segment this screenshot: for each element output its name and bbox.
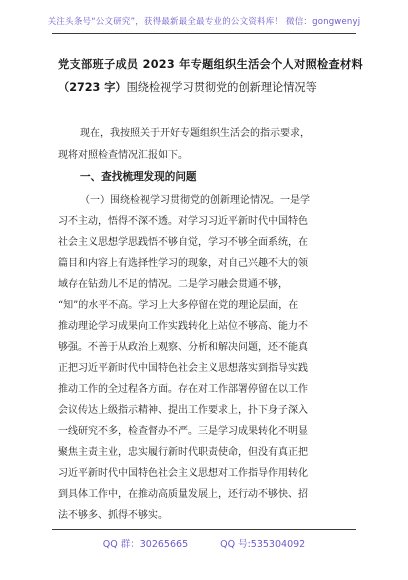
body-line: 正把习近平新时代中国特色社会主义思想落实到指导实践 — [58, 363, 308, 374]
body-line: 法不够多、抓得不够实。 — [58, 510, 168, 521]
header-divider — [52, 33, 356, 34]
page-header — [0, 0, 408, 46]
body-line: “知”的水平不高。学习上大多停留在党的理论层面，在 — [58, 300, 299, 311]
body-line: 篇目和内容上有选择性学习的现象，对自己兴趣不大的领 — [58, 258, 308, 269]
body-line: 够强。不善于从政治上观察、分析和解决问题，还不能真 — [58, 342, 308, 353]
body-line: 社会主义思想学思践悟不够自觉，学习不够全面系统，在 — [58, 237, 308, 248]
body-line: （一）围绕检视学习贯彻党的创新理论情况。一是学 — [80, 195, 310, 206]
body-line: 会议传达上级指示精神、提出工作要求上，扑下身子深入 — [58, 405, 308, 416]
body-line: 推动工作的全过程各方面。存在对工作部署停留在以工作 — [58, 384, 308, 395]
body-line: 习近平新时代中国特色社会主义思想对工作指导作用转化 — [58, 468, 308, 479]
header-banner: 关注头条号“公文研究”，获得最新最全最专业的公文资料库！ 微信：gongwenyj — [47, 17, 361, 27]
body-line: 推动理论学习成果向工作实践转化上站位不够高、能力不 — [58, 321, 308, 332]
document-title: 党支部班子成员 2023 年专题组织生活会个人对照检查材料 — [58, 58, 363, 71]
intro-line: 现将对照检查情况汇报如下。 — [58, 150, 188, 161]
footer-divider — [52, 529, 356, 530]
body-line: 聚焦主责主业，忠实履行新时代职责使命，但没有真正把 — [58, 447, 308, 458]
body-line: 到具体工作中，在推动高质量发展上，还行动不够快、招 — [58, 489, 308, 500]
page-footer — [0, 536, 408, 550]
footer-qq-number: QQ 号:535304092 — [220, 539, 306, 550]
document-subtitle — [58, 79, 317, 95]
body-line: 习不主动，悟得不深不透。对学习习近平新时代中国特色 — [58, 216, 308, 227]
word-count: （2723 字） — [58, 81, 127, 94]
footer-qq-group: QQ 群：30265665 — [102, 539, 189, 550]
intro-line: 现在，我按照关于开好专题组织生活会的指示要求， — [80, 128, 310, 139]
subtitle-text: 围绕检视学习贯彻党的创新理论情况等 — [126, 81, 317, 94]
section-heading: 一、查找梳理发现的问题 — [80, 171, 197, 183]
body-line: 一线研究不多，检查督办不严。三是学习成果转化不明显 — [58, 426, 308, 437]
body-line: 域存在钻劲儿不足的情况。二是学习融会贯通不够， — [58, 279, 288, 290]
